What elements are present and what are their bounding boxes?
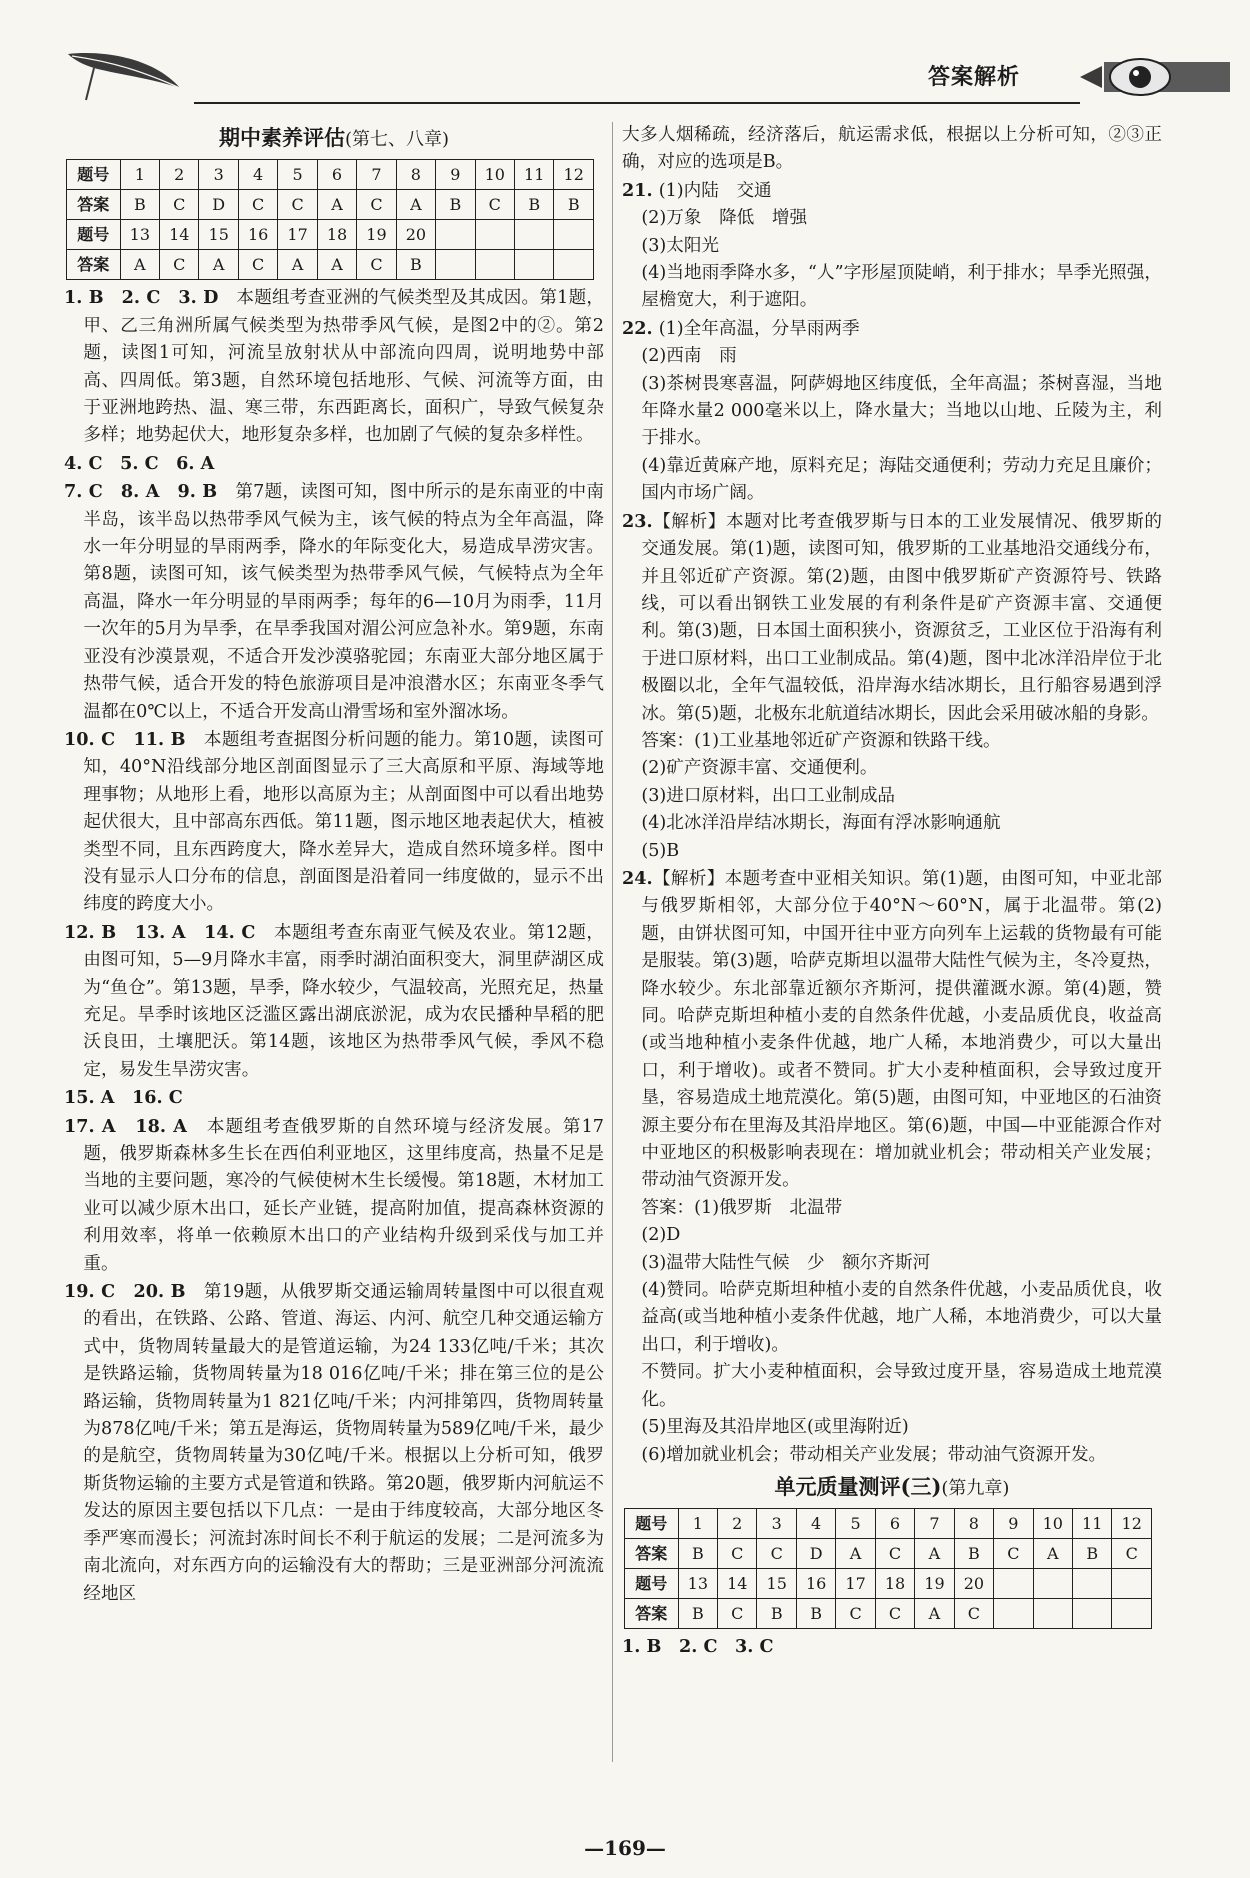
table-cell: C (160, 190, 199, 220)
table-cell: 3 (757, 1509, 796, 1539)
question-line: 24.【解析】本题考查中亚相关知识。第(1)题，由图可知，中亚北部与俄罗斯相邻，大部分位于40°N～60°N，属于北温带。第(2)题，由饼状图可知，中国开往中亚方向列车上运载的货物最有可能是服装。第(3)题，哈萨克斯坦以温带大陆性气候为主，冬冷夏热，降水较少。东北部靠近额尔齐斯河，提供灌溉水源。第(4)题，赞同。哈萨克斯坦种植小麦的自然条件优越，小麦品质优良，收益高(或当地种植小麦条件优越，地广人稀，本地消费少，可以大量出口，利于增收)。或者不赞同。扩大小麦种植面积，会导致过度开垦，容易造成土地荒漠化。第(5)题，由图可知，中亚地区的石油资源主要分布在里海及其沿岸地区。第(6)题，中国—中亚能源合作对中亚地区的积极影响表现在：增加就业机会；带动相关产业发展；带动油气资源开发。 (622, 867, 1162, 1191)
section2-title (622, 1473, 1162, 1502)
table-cell: C (238, 190, 277, 220)
table-cell: 4 (796, 1509, 835, 1539)
answer-line: (2)西南 雨 (641, 346, 737, 367)
answer-item: 7. C 8. A 9. B 第7题，读图可知，图中所示的是东南亚的中南半岛，该半岛以热带季风气候为主，该气候的特点为全年高温，降水一年分明显的旱雨两季，降水的年际变化大，易造成旱涝灾害。第8题，读图可知，该气候类型为热带季风气候，气候特点为全年高温，降水一年分明显的旱雨两季；每年的6—10月为雨季，11月一次年的5月为旱季，在旱季我国对湄公河应急补水。第9题，东南亚没有沙漠景观，不适合开发沙漠骆驼园；东南亚大部分地区属于热带气候，适合开发的特色旅游项目是冲浪潜水区；东南亚冬季气温都在0℃以上，不适合开发高山滑雪场和室外溜冰场。 (64, 481, 604, 722)
question-number: 4. C 5. C 6. A (64, 452, 215, 474)
question-23 (622, 508, 1162, 865)
row-label: 题号 (67, 220, 121, 250)
section-title-main: 期中素养评估 (218, 125, 345, 150)
question-number: 7. C 8. A 9. B (64, 481, 236, 503)
answer-explanations (64, 284, 604, 1608)
table-cell (554, 220, 594, 250)
table-cell (514, 250, 553, 280)
table-cell: A (1033, 1539, 1072, 1569)
table-cell: D (796, 1539, 835, 1569)
answer-line: (3)茶树畏寒喜温，阿萨姆地区纬度低，全年高温；茶树喜湿，当地年降水量2 000毫米以上，降水量大；当地以山地、丘陵为主，利于排水。 (641, 373, 1162, 449)
question-number: 19. C 20. B (64, 1281, 204, 1303)
feather-icon (64, 48, 184, 104)
table-cell: A (278, 250, 317, 280)
table-cell: 20 (954, 1569, 993, 1599)
table-cell: A (317, 190, 356, 220)
section2-title-sub: (第九章) (941, 1477, 1010, 1499)
row-label: 题号 (67, 160, 121, 190)
answer-item: 10. C 11. B 本题组考查据图分析问题的能力。第10题，读图可知，40°N沿线部分地区剖面图显示了三大高原和平原、海域等地理事物；从地形上看，地形以高原为主；从剖面图中可以看出地势起伏很大，且中部高东西低。第11题，图示地区地表起伏大，植被类型不同，且东西跨度大，降水差异大，造成自然环境多样。图中没有显示人口分布的信息，剖面图是沿着同一纬度做的，显示不出纬度的跨度大小。 (64, 728, 605, 915)
table-cell (436, 220, 475, 250)
row-label: 题号 (625, 1569, 679, 1599)
table-cell (1072, 1599, 1111, 1629)
table-cell: C (875, 1539, 914, 1569)
table-cell: 19 (357, 220, 396, 250)
table-cell: 8 (954, 1509, 993, 1539)
table-cell: 7 (915, 1509, 954, 1539)
answer-item: 12. B 13. A 14. C 本题组考查东南亚气候及农业。第12题，由图可知，5—9月降水丰富，雨季时湖泊面积变大，洞里萨湖区成为“鱼仓”。第13题，旱季，降水较少，气温较高，光照充足，热量充足。旱季时该地区泛滥区露出湖底淤泥，成为农民播种旱稻的肥沃良田，土壤肥沃。第14题，该地区为热带季风气候，季风不稳定，易发生旱涝灾害。 (64, 921, 604, 1080)
row-label: 答案 (625, 1599, 679, 1629)
table-cell: C (836, 1599, 875, 1629)
table-cell: B (396, 250, 435, 280)
table-cell: 1 (120, 160, 159, 190)
table-cell: 2 (718, 1509, 757, 1539)
table-cell: C (757, 1539, 796, 1569)
question-number: 12. B 13. A 14. C (64, 921, 275, 943)
table-cell: 4 (238, 160, 277, 190)
answer-line: (3)温带大陆性气候 少 额尔齐斯河 (641, 1252, 931, 1273)
table-cell: C (160, 250, 199, 280)
header-title: 答案解析 (927, 65, 1020, 90)
answer-line: 答案：(1)工业基地邻近矿产资源和铁路干线。 (641, 730, 1001, 751)
table-row (625, 1599, 1152, 1629)
table-cell: 16 (796, 1569, 835, 1599)
table-cell: B (120, 190, 159, 220)
question-number: 22. (622, 317, 659, 339)
table-cell: A (396, 190, 435, 220)
row-label: 答案 (67, 250, 121, 280)
table-row (625, 1509, 1152, 1539)
question-number: 10. C 11. B (64, 728, 204, 750)
header-rule (194, 102, 1080, 104)
answer-line: (2)万象 降低 增强 (641, 208, 808, 229)
question-24 (622, 865, 1162, 1469)
question-number: 23. (622, 510, 653, 532)
column-divider (612, 122, 613, 1762)
table-row (67, 160, 594, 190)
table-cell: 6 (317, 160, 356, 190)
table-cell: 3 (199, 160, 238, 190)
table-cell: B (1072, 1539, 1111, 1569)
table-cell: C (1112, 1539, 1152, 1569)
answer-line: (2)矿产资源丰富、交通便利。 (641, 758, 878, 779)
answer-item: 19. C 20. B 第19题，从俄罗斯交通运输周转量图中可以很直观的看出，在铁路、公路、管道、海运、内河、航空几种交通运输方式中，货物周转量最大的是管道运输，为24 133亿吨/千米；其次是铁路运输，货物周转量为18 016亿吨/千米；排在第三位的是公路运输，货物周转量为1 821亿吨/千米；内河排第四，货物周转量为878亿吨/千米；第五是海运，货物周转量为589亿吨/千米，最少的是航空，货物周转量为30亿吨/千米。根据以上分析可知，俄罗斯货物运输的主要方式是管道和铁路。第20题，俄罗斯内河航运不发达的原因主要包括以下几点：一是由于纬度较高，大部分地区冬季严寒而漫长；河流封冻时间长不利于航运的发展；二是河流多为南北流向，对东西方向的运输没有大的帮助；三是亚洲部分河流流经地区 (64, 1281, 605, 1604)
table-cell: B (678, 1599, 717, 1629)
table-row (625, 1539, 1152, 1569)
question-number: 1. B 2. C 3. C (622, 1636, 774, 1658)
table-cell: 11 (514, 160, 553, 190)
table-cell (436, 250, 475, 280)
table-cell: 11 (1072, 1509, 1111, 1539)
table-cell: B (436, 190, 475, 220)
continued-text: 大多人烟稀疏，经济落后，航运需求低，根据以上分析可知，②③正确，对应的选项是B。 (622, 125, 1162, 173)
table-cell: 5 (836, 1509, 875, 1539)
question-line: 23.【解析】本题对比考查俄罗斯与日本的工业发展情况、俄罗斯的交通发展。第(1)题，读图可知，俄罗斯的工业基地沿交通线分布，并且邻近矿产资源。第(2)题，由图中俄罗斯矿产资源符号、铁路线，可以看出钢铁工业发展的有利条件是矿产资源丰富、交通便利。第(3)题，日本国土面积狭小，资源贫乏，工业区位于沿海有利于进口原材料，出口工业制成品。第(4)题，图中北冰洋沿岸位于北极圈以北，全年气温较低，沿岸海水结冰期长，且行船容易遇到浮冰。第(5)题，北极东北航道结冰期长，因此会采用破冰船的身影。 (622, 510, 1162, 724)
table-cell: 9 (994, 1509, 1033, 1539)
table-cell: 9 (436, 160, 475, 190)
table-cell: 8 (396, 160, 435, 190)
table-cell: 5 (278, 160, 317, 190)
table-cell: A (317, 250, 356, 280)
answer-item (64, 450, 604, 478)
table-cell: 10 (475, 160, 514, 190)
right-column (622, 122, 1162, 1661)
table-cell: C (718, 1539, 757, 1569)
answer-line: (4)北冰洋沿岸结冰期长，海面有浮冰影响通航 (641, 813, 1001, 834)
answer-line: (3)进口原材料，出口工业制成品 (641, 785, 896, 806)
table-cell: 6 (875, 1509, 914, 1539)
answer-line: (4)靠近黄麻产地，原料充足；海陆交通便利；劳动力充足且廉价；国内市场广阔。 (641, 455, 1162, 504)
table-row (67, 220, 594, 250)
table-cell (994, 1599, 1033, 1629)
table-cell (994, 1569, 1033, 1599)
question-number: 17. A 18. A (64, 1115, 207, 1137)
answer-line: (2)D (641, 1225, 681, 1246)
answer-table-2 (624, 1508, 1152, 1629)
question-line: 22. (1)全年高温，分旱雨两季 (622, 317, 860, 339)
answer-line: (5)里海及其沿岸地区(或里海附近) (641, 1417, 909, 1438)
table-cell: 7 (357, 160, 396, 190)
table-cell: A (915, 1599, 954, 1629)
table-cell: C (238, 250, 277, 280)
question-number: 1. B 2. C 3. D (64, 287, 237, 309)
table-cell: 18 (875, 1569, 914, 1599)
page-header (64, 42, 1230, 112)
table-cell: 16 (238, 220, 277, 250)
page-number: —169— (584, 1836, 666, 1860)
table-cell: C (994, 1539, 1033, 1569)
table-cell (1033, 1569, 1072, 1599)
table-cell: A (915, 1539, 954, 1569)
table-cell: 19 (915, 1569, 954, 1599)
table-cell (1033, 1599, 1072, 1629)
table-cell: 12 (1112, 1509, 1152, 1539)
table-cell: C (357, 250, 396, 280)
table-cell: 14 (718, 1569, 757, 1599)
question-number: 21. (622, 179, 659, 201)
row-label: 答案 (625, 1539, 679, 1569)
table-cell (475, 250, 514, 280)
eye-logo-icon (1080, 52, 1230, 102)
question-line: 21. (1)内陆 交通 (622, 179, 772, 201)
section2-title-main: 单元质量测评(三) (774, 1473, 942, 1499)
table-cell: C (278, 190, 317, 220)
table-cell: D (199, 190, 238, 220)
table-cell: C (718, 1599, 757, 1629)
table-cell: 15 (199, 220, 238, 250)
table-cell: 20 (396, 220, 435, 250)
answer-table (66, 159, 594, 280)
table-cell (554, 250, 594, 280)
table-row (67, 190, 594, 220)
table-cell: C (875, 1599, 914, 1629)
last-answers (622, 1633, 1162, 1660)
table-row (625, 1569, 1152, 1599)
table-cell: 1 (678, 1509, 717, 1539)
answer-line: (5)B (641, 840, 680, 861)
answer-line: 不赞同。扩大小麦种植面积，会导致过度开垦，容易造成土地荒漠化。 (641, 1362, 1162, 1410)
answer-line: (3)太阳光 (641, 235, 720, 256)
table-cell: B (514, 190, 553, 220)
table-cell (1112, 1569, 1152, 1599)
question-number: 15. A 16. C (64, 1087, 183, 1109)
table-cell: A (836, 1539, 875, 1569)
table-cell: B (554, 190, 594, 220)
section-title-sub: (第七、八章) (344, 129, 450, 150)
table-row (67, 250, 594, 280)
answer-item: 1. B 2. C 3. D 本题组考查亚洲的气候类型及其成因。第1题，甲、乙三角洲所属气候类型为热带季风气候，是图2中的②。第2题，读图1可知，河流呈放射状从中部流向四周，说明地势中部高、四周低。第3题，自然环境包括地形、气候、河流等方面，由于亚洲地跨热、温、寒三带，东西距离长，面积广，导致气候复杂多样；地势起伏大，地形复杂多样，也加剧了气候的复杂多样性。 (64, 287, 604, 446)
table-cell: 17 (836, 1569, 875, 1599)
table-cell: A (199, 250, 238, 280)
table-cell: 13 (678, 1569, 717, 1599)
answer-line: (4)当地雨季降水多，“人”字形屋顶陡峭，利于排水；旱季光照强，屋檐宽大，利于遮阳。 (641, 263, 1162, 311)
answer-line: (4)赞同。哈萨克斯坦种植小麦的自然条件优越，小麦品质优良，收益高(或当地种植小麦条件优越，地广人稀，本地消费少，可以大量出口，利于增收)。 (641, 1280, 1162, 1355)
answer-item (64, 1084, 604, 1112)
table-cell (475, 220, 514, 250)
question-number: 24. (622, 867, 653, 889)
table-cell: 17 (278, 220, 317, 250)
answer-line: 答案：(1)俄罗斯 北温带 (641, 1197, 843, 1218)
table-cell: 12 (554, 160, 594, 190)
table-cell: 10 (1033, 1509, 1072, 1539)
table-cell (514, 220, 553, 250)
question-21 (622, 177, 1162, 315)
table-cell: C (475, 190, 514, 220)
table-cell (1112, 1599, 1152, 1629)
table-cell: 18 (317, 220, 356, 250)
table-cell: B (757, 1599, 796, 1629)
row-label: 答案 (67, 190, 121, 220)
table-cell (1072, 1569, 1111, 1599)
row-label: 题号 (625, 1509, 679, 1539)
table-cell: A (120, 250, 159, 280)
question-22 (622, 315, 1162, 508)
table-cell: 14 (160, 220, 199, 250)
table-cell: 15 (757, 1569, 796, 1599)
answer-line: (6)增加就业机会；带动相关产业发展；带动油气资源开发。 (641, 1444, 1107, 1465)
table-cell: B (954, 1539, 993, 1569)
table-cell: B (796, 1599, 835, 1629)
table-cell: B (678, 1539, 717, 1569)
answer-item: 17. A 18. A 本题组考查俄罗斯的自然环境与经济发展。第17题，俄罗斯森林多生长在西伯利亚地区，这里纬度高，热量不足是当地的主要问题，寒冷的气候使树木生长缓慢。第18题，木材加工业可以减少原木出口，延长产业链，提高附加值，提高森林资源的利用效率，将单一依赖原木出口的产业结构升级到采伐与加工并重。 (64, 1115, 604, 1274)
table-cell: 2 (160, 160, 199, 190)
table-cell: C (954, 1599, 993, 1629)
left-column (64, 122, 604, 1608)
table-cell: 13 (120, 220, 159, 250)
table-cell: C (357, 190, 396, 220)
section-title (64, 124, 604, 153)
